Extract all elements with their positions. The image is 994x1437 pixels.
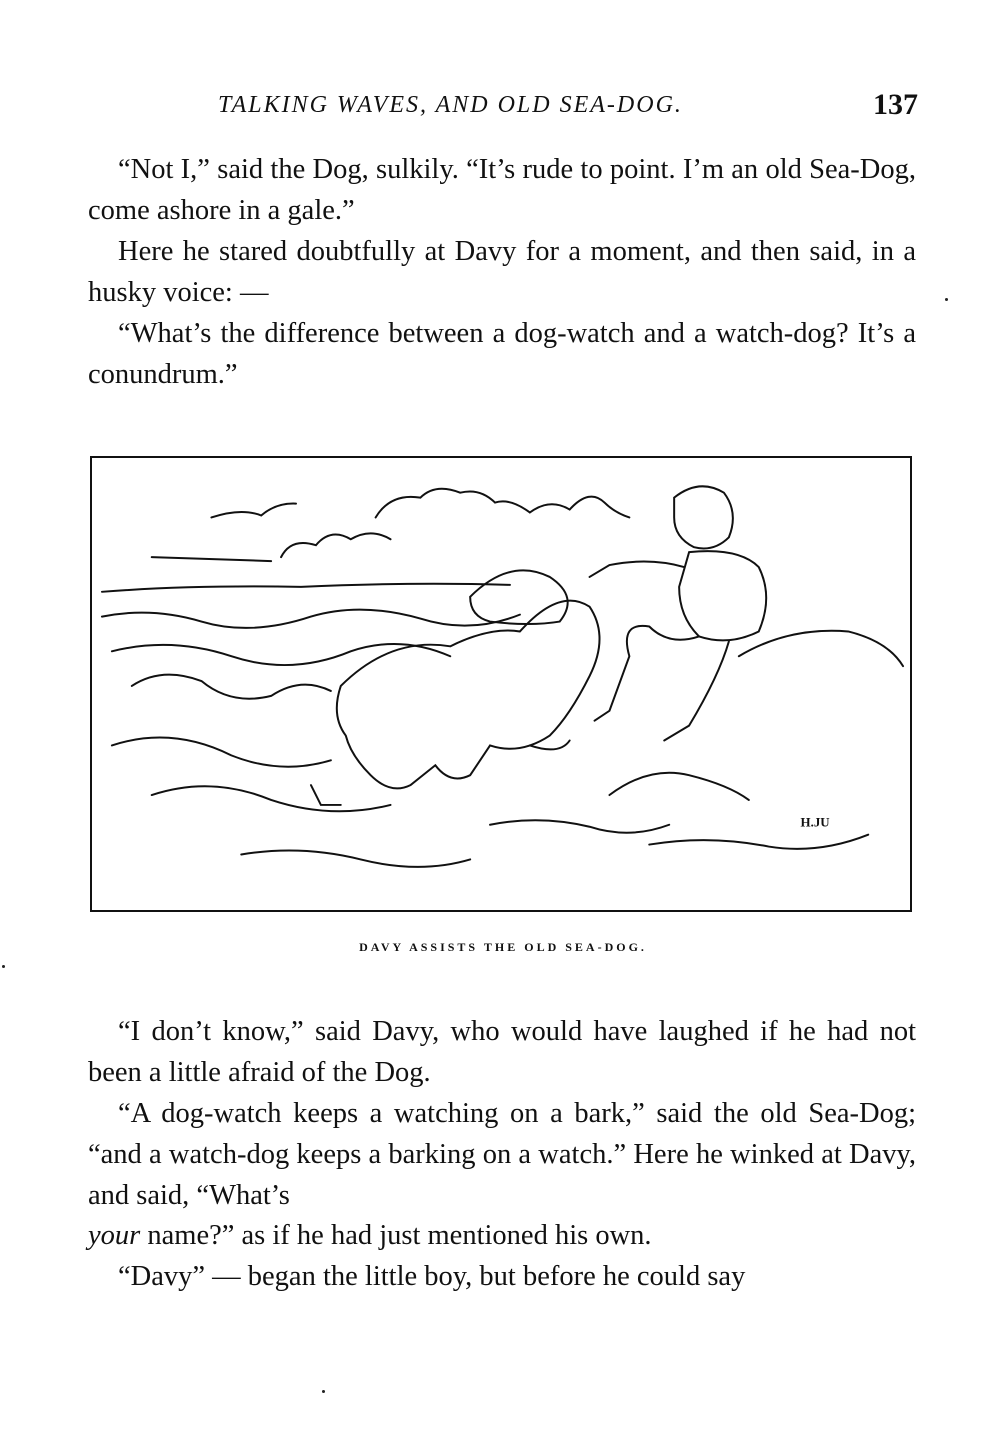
boy-arm-icon xyxy=(590,562,685,577)
wave-line-3 xyxy=(112,738,331,767)
cloud-center-icon xyxy=(376,489,630,518)
paragraph-davy-began: “Davy” — began the little boy, but before he could say xyxy=(118,1261,746,1292)
paragraph-dont-know: “I don’t know,” said Davy, who would have laughed if he had not been a little afraid of the Dog. xyxy=(88,1016,916,1088)
artist-signature: H.JU xyxy=(800,814,830,830)
boy-leg-left xyxy=(595,626,699,721)
paragraph-your-name-rest: name?” as if he had just mentioned his own. xyxy=(140,1220,652,1251)
wave-line-5 xyxy=(241,851,470,867)
boy-leg-right xyxy=(664,641,729,740)
paragraph-your-name xyxy=(88,1216,916,1257)
boy-body-icon xyxy=(679,551,766,640)
scan-speck xyxy=(322,1390,325,1393)
dog-body-icon xyxy=(337,601,600,789)
horizon-line xyxy=(102,584,510,592)
rock-right xyxy=(739,631,903,666)
wave-crest xyxy=(132,675,331,699)
wave-line-1 xyxy=(102,610,520,628)
page-number: 137 xyxy=(873,88,918,121)
cloud-left-icon xyxy=(281,533,390,557)
wave-line-2 xyxy=(112,644,450,665)
rock-bottom xyxy=(609,773,748,800)
illustration-davy-and-sea-dog xyxy=(90,456,912,912)
paragraph-not-i: “Not I,” said the Dog, sulkily. “It’s rude to point. I’m an old Sea-Dog, come ashore in a gale.” xyxy=(88,154,916,226)
running-title: TALKING WAVES, AND OLD SEA-DOG. xyxy=(218,92,683,118)
gull-icon xyxy=(211,504,296,518)
paragraph-difference: “What’s the difference between a dog-watch and a watch-dog? It’s a conundrum.” xyxy=(88,318,916,390)
scan-speck xyxy=(945,298,948,301)
italic-word: your xyxy=(88,1220,141,1251)
wave-line-4 xyxy=(152,786,391,811)
engraving-drawing xyxy=(92,458,910,910)
paragraph-here-he-stared: Here he stared doubtfully at Davy for a moment, and then said, in a husky voice: — xyxy=(88,236,916,308)
running-header xyxy=(88,90,918,130)
illustration-caption: DAVY ASSISTS THE OLD SEA-DOG. xyxy=(359,940,647,954)
scan-speck xyxy=(2,965,5,968)
paragraph-dog-watch: “A dog-watch keeps a watching on a bark,” said the old Sea-Dog; “and a watch-dog keeps a barking on a watch.” Here he winked at Davy, and said, “What’s xyxy=(88,1098,916,1211)
boy-head-icon xyxy=(674,486,733,548)
